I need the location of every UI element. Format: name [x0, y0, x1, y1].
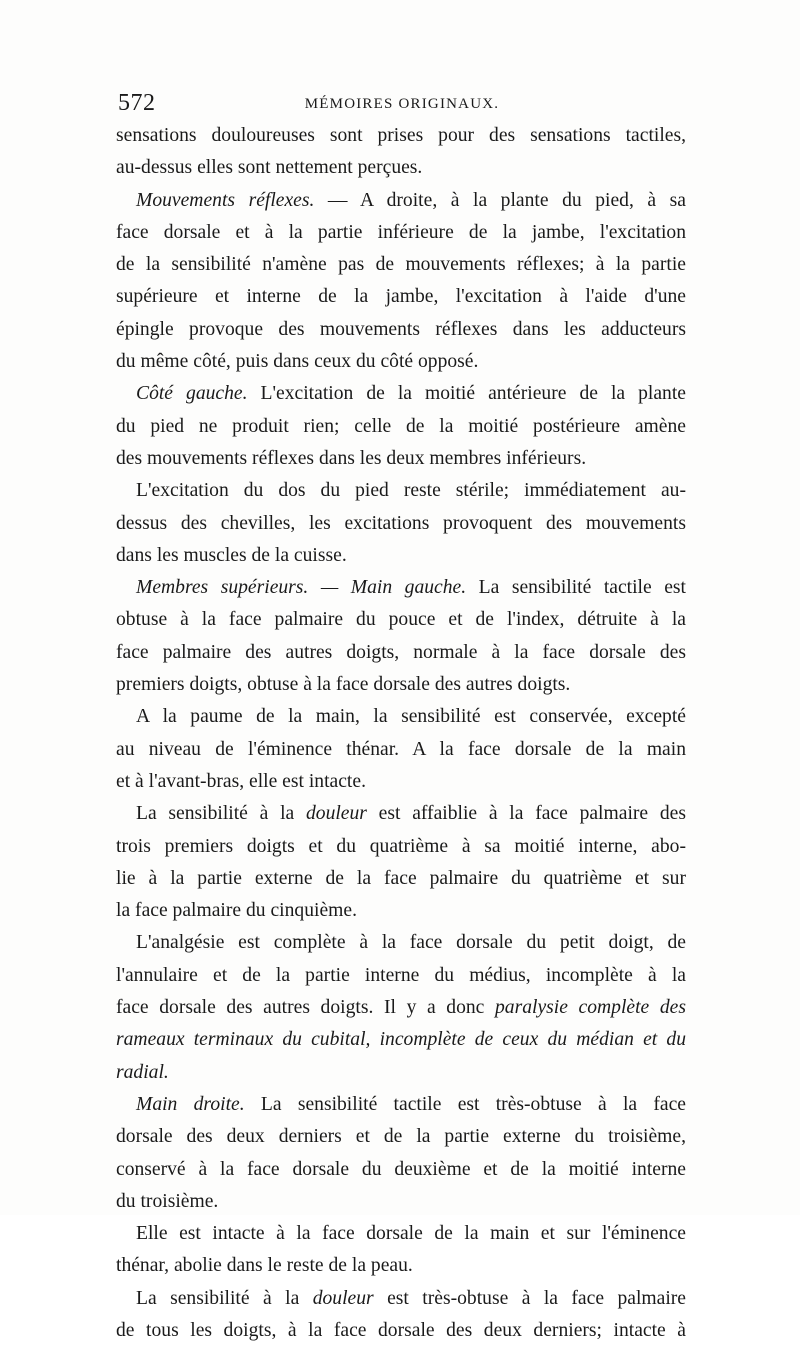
text-line	[116, 637, 686, 669]
text-line	[116, 895, 686, 927]
line-text: dorsale des deux derniers et de la partie externe du troisième,	[116, 1126, 686, 1148]
text-line	[116, 249, 686, 281]
text-line	[116, 572, 686, 604]
text-line	[116, 992, 686, 1024]
text-line	[116, 152, 686, 184]
text-line	[116, 120, 686, 152]
text-line	[116, 960, 686, 992]
text-line	[116, 1218, 686, 1250]
text-line	[116, 766, 686, 798]
line-text: sensations douloureuses sont prises pour des sensations tactiles,	[116, 125, 686, 146]
text-line	[116, 1315, 686, 1347]
text-line	[116, 701, 686, 733]
text-line	[116, 1250, 686, 1282]
line-text: dans les muscles de la cuisse.	[116, 544, 347, 566]
line-text: premiers doigts, obtuse à la face dorsale des autres doigts.	[116, 674, 571, 696]
text-line	[116, 669, 686, 701]
italic-text: douleur	[312, 1287, 374, 1309]
line-text: dessus des chevilles, les excitations provoquent des mouvements	[116, 512, 686, 534]
line-text: L'excitation du dos du pied reste stérile; immédiatement au-	[136, 480, 686, 502]
line-text: du troisième.	[116, 1190, 219, 1212]
line-text: obtuse à la face palmaire du pouce et de l'index, détruite à la	[116, 609, 686, 631]
text-line	[116, 1283, 686, 1315]
text-line	[116, 314, 686, 346]
line-text: face palmaire des autres doigts, normale à la face dorsale des	[116, 641, 686, 663]
line-text: de la sensibilité n'amène pas de mouvements réflexes; à la partie	[116, 254, 686, 276]
text-line	[116, 508, 686, 540]
line-text: — A droite, à la plante du pied, à sa	[314, 189, 686, 211]
text-line	[116, 1089, 686, 1121]
text-line	[116, 831, 686, 863]
line-text: conservé à la face dorsale du deuxième et de la moitié interne	[116, 1158, 686, 1180]
text-line	[116, 798, 686, 830]
line-text: La sensibilité tactile est très-obtuse à la face	[244, 1093, 686, 1115]
line-text: L'analgésie est complète à la face dorsale du petit doigt, de	[136, 932, 686, 954]
italic-text: Membres supérieurs. — Main gauche.	[136, 577, 467, 599]
text-line	[116, 443, 686, 475]
page-number: 572	[118, 90, 156, 116]
line-text: est très-obtuse à la face palmaire	[373, 1287, 686, 1309]
line-text: lie à la partie externe de la face palmaire du quatrième et sur	[116, 867, 686, 889]
line-text: trois premiers doigts et du quatrième à sa moitié interne, abo-	[116, 835, 686, 857]
line-text: au niveau de l'éminence thénar. A la face dorsale de la main	[116, 738, 686, 760]
line-text: au-dessus elles sont nettement perçues.	[116, 157, 423, 179]
line-text: du même côté, puis dans ceux du côté opposé.	[116, 351, 479, 373]
text-line	[116, 346, 686, 378]
text-line	[116, 863, 686, 895]
text-line	[116, 1121, 686, 1153]
italic-text: rameaux terminaux du cubital, incomplète de ceux du médian et du	[116, 1029, 686, 1051]
text-line	[116, 927, 686, 959]
text-line	[116, 378, 686, 410]
line-text: thénar, abolie dans le reste de la peau.	[116, 1255, 413, 1277]
italic-text: Côté gauche.	[136, 383, 248, 405]
line-text: des mouvements réflexes dans les deux membres inférieurs.	[116, 447, 587, 469]
text-line	[116, 1057, 686, 1089]
text-line	[116, 734, 686, 766]
line-text: A la paume de la main, la sensibilité est conservée, excepté	[136, 706, 686, 728]
line-text: face dorsale des autres doigts. Il y a donc	[116, 997, 495, 1019]
line-text: et à l'avant-bras, elle est intacte.	[116, 770, 366, 792]
italic-text: paralysie complète des	[495, 997, 686, 1019]
text-line	[116, 1186, 686, 1218]
italic-text: Mouvements réflexes.	[136, 189, 315, 211]
text-line	[116, 281, 686, 313]
line-text: L'excitation de la moitié antérieure de la plante	[247, 383, 686, 405]
line-text: La sensibilité à la	[136, 1287, 313, 1309]
text-line	[116, 604, 686, 636]
text-line	[116, 411, 686, 443]
line-text: épingle provoque des mouvements réflexes dans les adducteurs	[116, 318, 686, 340]
line-text: Elle est intacte à la face dorsale de la main et sur l'éminence	[136, 1223, 686, 1245]
line-text: supérieure et interne de la jambe, l'excitation à l'aide d'une	[116, 286, 686, 308]
italic-text: Main droite.	[136, 1093, 245, 1115]
line-text: la face palmaire du cinquième.	[116, 900, 357, 922]
body-text	[116, 120, 686, 1347]
line-text: face dorsale et à la partie inférieure de la jambe, l'excitation	[116, 221, 686, 243]
line-text: La sensibilité tactile est	[466, 577, 686, 599]
line-text: l'annulaire et de la partie interne du médius, incomplète à la	[116, 964, 686, 986]
text-line	[116, 1024, 686, 1056]
line-text: est affaiblie à la face palmaire des	[366, 803, 686, 825]
italic-text: radial.	[116, 1061, 169, 1083]
line-text: La sensibilité à la	[136, 803, 306, 825]
line-text: de tous les doigts, à la face dorsale des deux derniers; intacte à	[116, 1319, 686, 1341]
running-head: MÉMOIRES ORIGINAUX.	[304, 96, 500, 112]
text-line	[116, 217, 686, 249]
italic-text: douleur	[305, 803, 367, 825]
line-text: du pied ne produit rien; celle de la moitié postérieure amène	[116, 415, 686, 437]
page-header	[118, 90, 686, 120]
text-line	[116, 1154, 686, 1186]
text-line	[116, 475, 686, 507]
text-line	[116, 185, 686, 217]
text-line	[116, 540, 686, 572]
